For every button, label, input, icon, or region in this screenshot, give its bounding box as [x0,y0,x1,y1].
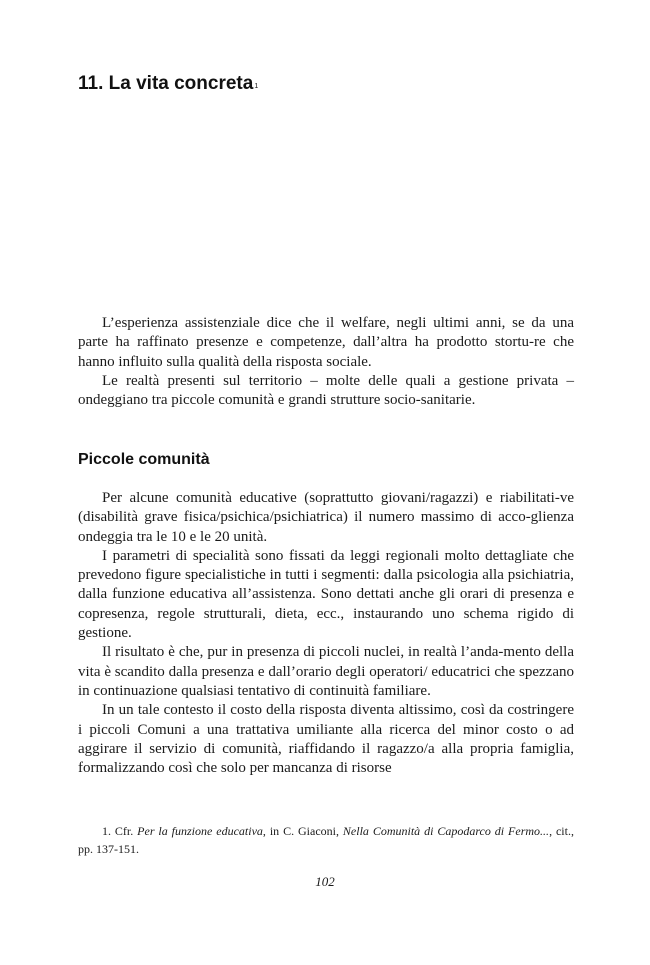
chapter-title-text: 11. La vita concreta [78,73,254,94]
body-paragraph: Per alcune comunità educative (soprattutto giovani/ragazzi) e riabilitati-ve (disabilità grave fisica/psichica/psichiatrica) il numero massimo di acco-glienza ondeggia tra le 10 e le 20 unità. [78,490,574,545]
chapter-title [78,72,258,96]
body-paragraph: I parametri di specialità sono fissati da leggi regionali molto dettagliate che prevedono figure specialistiche in tutti i segmenti: dalla psicologia alla psichiatria, dalla funzione educativa all’assistenza. Sono dettati anche gli orari di presenza e copresenza, regole strutturali, dieta, ecc., instaurando uno schema rigido di gestione. [78,547,574,642]
section-title: Piccole comunità [78,451,210,468]
footnote-prefix: 1. Cfr. [102,824,138,838]
intro-text [78,314,574,410]
section-body [78,489,574,778]
intro-paragraph: L’esperienza assistenziale dice che il welfare, negli ultimi anni, se da una parte ha raffinato presenze e competenze, dall’altra ha prodotto stortu-re che hanno influito sulla qualità della risposta sociale. [78,315,574,370]
footnote-cited-title: Per la funzione educativa [137,824,263,838]
body-paragraph: Il risultato è che, pur in presenza di piccoli nuclei, in realtà l’anda-mento della vita è scandito dalla presenza e dall’orario degli operatori/ educatrici che spezzano in continuazione qualsiasi tentativo di continuità familiare. [78,644,574,699]
footnote-book-title: Nella Comunità di Capodarco di Fermo... [342,824,550,838]
page-number: 102 [315,874,335,889]
footnote-pages: , cit., pp. 137-151. [78,824,574,856]
body-paragraph: In un tale contesto il costo della risposta diventa altissimo, così da costringere i piccoli Comuni a una trattativa umiliante alla ricerca del minor costo o ad aggirare il servizio di comunità, riaffidando il ragazzo/a alla propria famiglia, formalizzando così che solo per mancanza di risorse [78,702,574,777]
footnote-marker: 1 [254,83,259,90]
footnote-author: , in C. Giaconi, [262,824,343,838]
footnote [78,822,574,858]
intro-paragraph: Le realtà presenti sul territorio – molte delle quali a gestione privata – ondeggiano tra piccole comunità e grandi strutture socio-sanitarie. [78,372,574,409]
